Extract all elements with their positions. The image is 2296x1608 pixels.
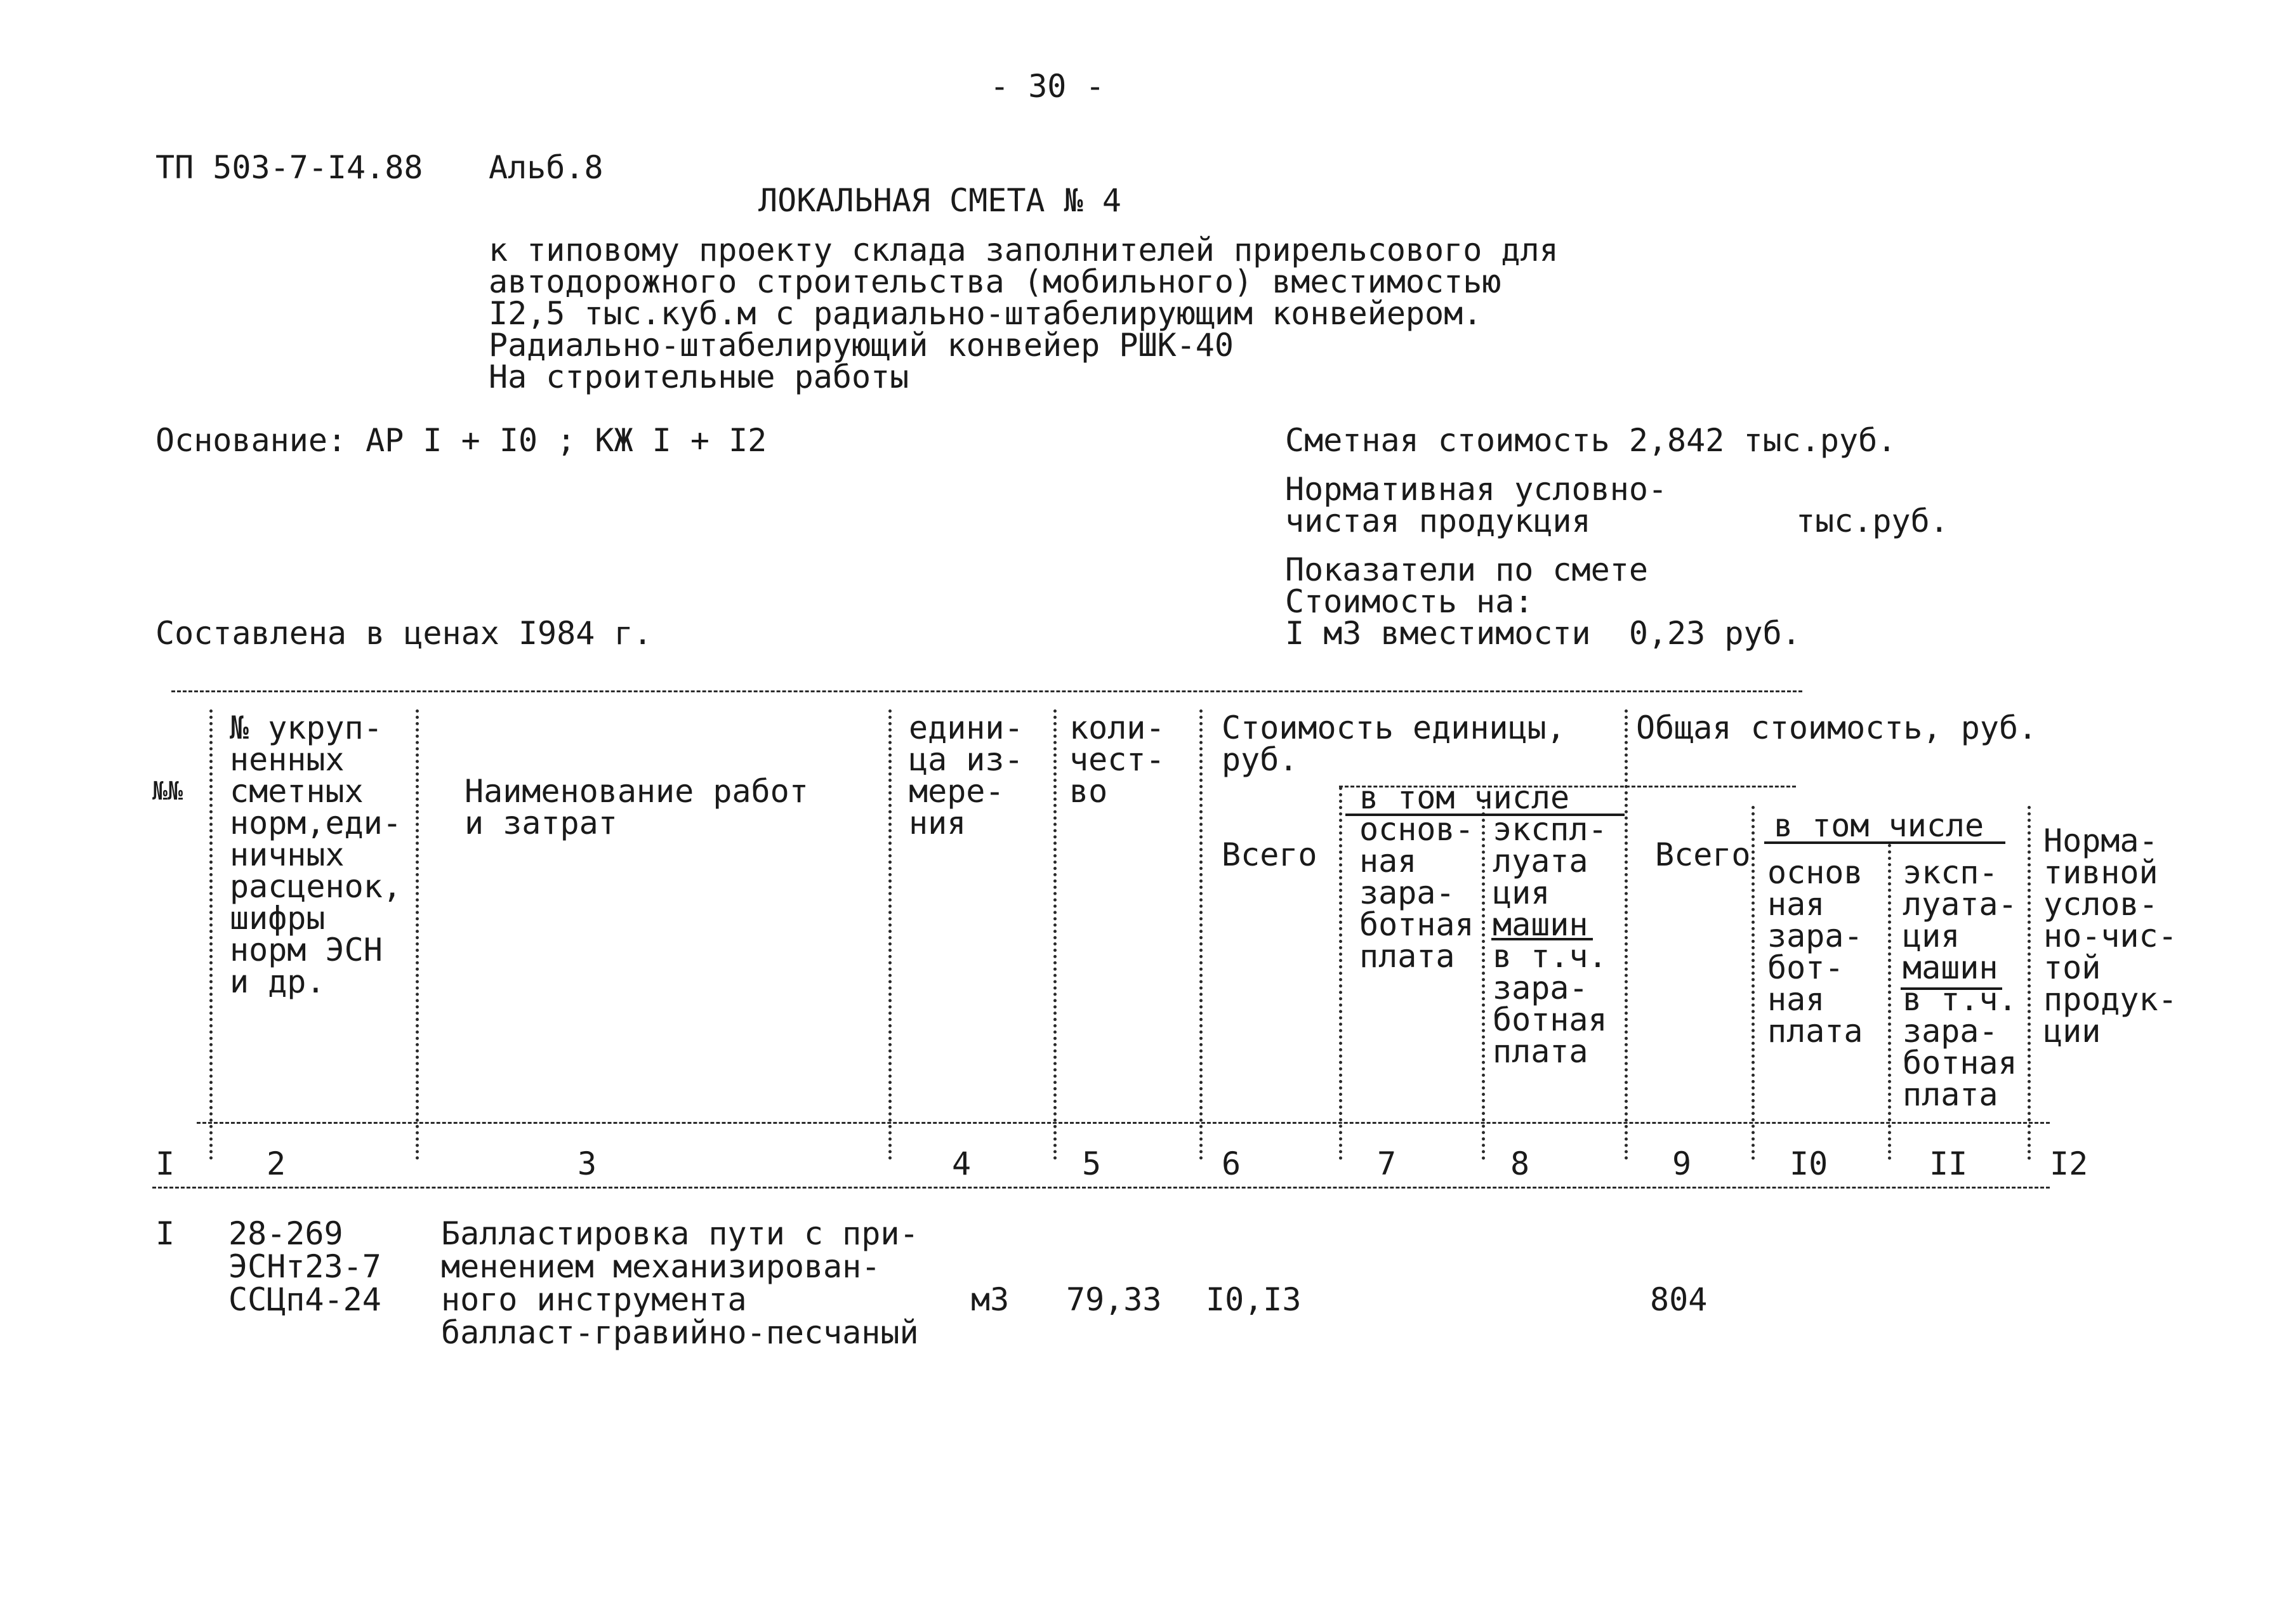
page-number: - 30 - — [990, 68, 1105, 105]
col-divider-5 — [1199, 709, 1203, 1160]
colnum-8: 8 — [1510, 1145, 1530, 1182]
colnum-1: I — [155, 1145, 175, 1182]
subtitle-line-5: На строительные работы — [489, 359, 909, 395]
col-divider-3 — [888, 709, 892, 1160]
header-col-12: Норма- тивной услов- но-чис- той продук- ции — [2043, 822, 2177, 1050]
header-col-5: коли- чест- во — [1069, 709, 1165, 810]
indicators-line-1: Показатели по смете — [1285, 551, 1648, 588]
document-title: ЛОКАЛЬНАЯ СМЕТА № 4 — [758, 182, 1121, 219]
indicators-line-3: I м3 вместимости 0,23 руб. — [1285, 615, 1801, 652]
col-divider-2 — [416, 709, 419, 1160]
row-1-unit: м3 — [971, 1281, 1010, 1318]
header-col-4: едини- ца из- мере- ния — [909, 709, 1024, 841]
col-divider-7 — [1482, 800, 1485, 1160]
normative-line-1: Нормативная условно- — [1285, 471, 1668, 508]
header-col-10: основ ная зара- бот- ная плата — [1767, 854, 1863, 1050]
col-divider-6 — [1339, 787, 1342, 1160]
header-total-cost: Общая стоимость, руб. — [1636, 709, 2038, 746]
colnum-12: I2 — [2050, 1145, 2088, 1182]
row-1-codes: 28-269 ЭСНт23-7 ССЦп4-24 — [228, 1215, 381, 1318]
col-divider-11 — [2028, 806, 2031, 1160]
header-col-8: экспл- луата ция машин в т.ч. зара- ботная плата — [1493, 811, 1607, 1070]
table-top-rule — [171, 690, 1802, 692]
col-divider-4 — [1053, 709, 1057, 1160]
header-in-total-a: в том числе — [1359, 779, 1570, 816]
basis: Основание: АР I + I0 ; КЖ I + I2 — [155, 422, 767, 459]
header-bottom-rule — [197, 1122, 2050, 1124]
compiled-prices: Составлена в ценах I984 г. — [155, 615, 652, 652]
header-col-9: Всего — [1655, 836, 1751, 873]
col-divider-10 — [1888, 844, 1891, 1160]
doc-code: ТП 503-7-I4.88 — [155, 149, 423, 186]
colnum-3: 3 — [577, 1145, 597, 1182]
header-col-3: Наименование работ и затрат — [465, 773, 808, 841]
subtitle-line-2: автодорожного строительства (мобильного) вместимостью — [489, 263, 1501, 300]
row-1-qty: 79,33 — [1066, 1281, 1162, 1318]
header-col-2: № укруп- ненных сметных норм,еди- ничных расценок, шифры норм ЭСН и др. — [230, 709, 402, 1000]
subtitle-line-3: I2,5 тыс.куб.м с радиально-штабелирующим конвейером. — [489, 295, 1482, 332]
subtitle-line-4: Радиально-штабелирующий конвейер РШК-40 — [489, 327, 1234, 364]
row-1-name: Балластировка пути с при- менением механизирован- ного инструмента балласт-гравийно-песчаный — [441, 1215, 919, 1351]
album-label: Альб.8 — [489, 149, 604, 186]
header-col-1: №№ — [152, 777, 183, 806]
header-in-total-b: в том числе — [1774, 807, 1984, 844]
col-divider-1 — [209, 709, 213, 1160]
subtitle-line-1: к типовому проекту склада заполнителей прирельсового для — [489, 232, 1559, 268]
header-unit-cost: Стоимость единицы, руб. — [1222, 709, 1566, 778]
colnum-10: I0 — [1790, 1145, 1828, 1182]
colnum-2: 2 — [267, 1145, 286, 1182]
header-col-11: эксп- луата- ция машин в т.ч. зара- ботная плата — [1903, 854, 2017, 1113]
colnum-6: 6 — [1222, 1145, 1241, 1182]
col-divider-8 — [1625, 709, 1628, 1160]
col-divider-9 — [1752, 806, 1755, 1160]
row-1-total: 804 — [1650, 1281, 1708, 1318]
normative-unit: тыс.руб. — [1796, 503, 1949, 539]
row-1-unit-total: I0,I3 — [1206, 1281, 1302, 1318]
colnum-11: II — [1929, 1145, 1968, 1182]
colnum-7: 7 — [1377, 1145, 1397, 1182]
colnum-9: 9 — [1672, 1145, 1692, 1182]
normative-line-2: чистая продукция — [1285, 503, 1591, 539]
indicators-line-2: Стоимость на: — [1285, 583, 1534, 620]
estimated-cost: Сметная стоимость 2,842 тыс.руб. — [1285, 422, 1897, 459]
colnum-4: 4 — [952, 1145, 972, 1182]
header-col-7: основ- ная зара- ботная плата — [1359, 811, 1474, 975]
numbers-bottom-rule — [152, 1187, 2050, 1189]
header-col-6: Всего — [1222, 836, 1317, 873]
row-1-number: I — [155, 1215, 175, 1252]
colnum-5: 5 — [1082, 1145, 1102, 1182]
